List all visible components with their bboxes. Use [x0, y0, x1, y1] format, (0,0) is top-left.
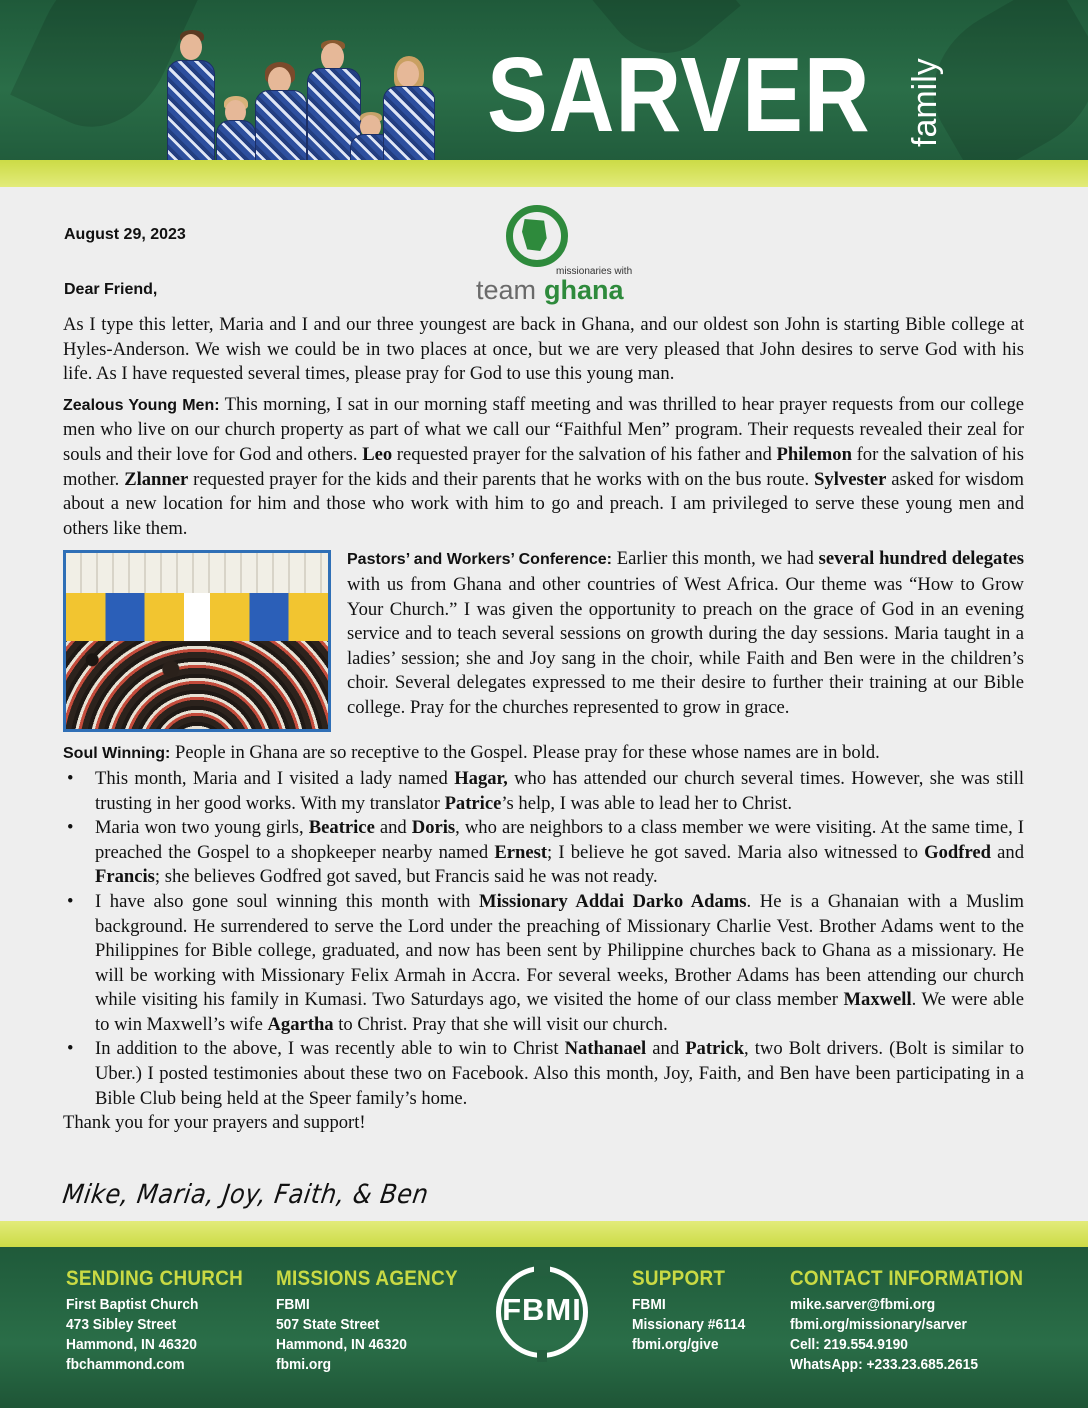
footer-heading: CONTACT INFORMATION	[790, 1267, 1024, 1290]
conference-paragraph	[347, 547, 1024, 720]
bullet-icon: •	[67, 817, 74, 839]
support-block	[632, 1267, 751, 1355]
text: People in Ghana are so receptive to the Gospel. Please pray for these whose names are in bold.	[170, 742, 880, 764]
header-stripe	[0, 160, 1088, 187]
text: Earlier this month, we had	[611, 548, 819, 570]
bullet-icon: •	[67, 890, 74, 912]
list-item: • Maria won two young girls, Beatrice and Doris, who are neighbors to a class member we were visiting. At the same time, I preached the Gospel to a shopkeeper nearby named Ernest; I believe he got saved. Maria also witnessed to Godfred and Francis; she believes Godfred got saved, but Francis said he was not ready.	[67, 817, 1024, 888]
letter-body	[63, 313, 1024, 1136]
conference-section	[63, 547, 1024, 741]
footer-line: 473 Sibley Street	[66, 1317, 177, 1333]
text: requested prayer for the kids and their parents that he works with on the bus route.	[188, 468, 815, 490]
soul-winning-paragraph	[63, 741, 1024, 767]
page-subtitle: family	[906, 58, 944, 147]
footer	[0, 1247, 1088, 1408]
logo-ghana: ghana	[544, 275, 624, 305]
footer-line: FBMI	[276, 1297, 310, 1313]
contact-block	[790, 1267, 1049, 1375]
footer-link[interactable]: fbchammond.com	[66, 1357, 185, 1373]
zealous-paragraph	[63, 393, 1024, 542]
bullet-icon: •	[67, 767, 74, 789]
footer-line: 507 State Street	[276, 1317, 380, 1333]
footer-link[interactable]: fbmi.org/missionary/sarver	[790, 1317, 967, 1333]
section-heading: Zealous Young Men:	[63, 396, 220, 414]
list-item: • I have also gone soul winning this month with Missionary Addai Darko Adams. He is a Ghanaian with a Muslim background. He surrendered to serve the Lord under the preaching of Missionary Charlie Vest. Brother Adams went to the Philippines for Bible college, graduated, and now has been sent by Philippine churches back to Ghana as a missionary. He will be working with Missionary Felix Armah in Accra. For several weeks, Brother Adams has been attending our church while visiting his family in Kumasi. Two Saturdays ago, we visited the home of our class member Maxwell. We were able to win Maxwell’s wife Agartha to Christ. Pray that she will visit our church.	[67, 890, 1025, 1035]
section-heading: Soul Winning:	[63, 745, 171, 763]
bold-text: several hundred delegates	[818, 548, 1024, 570]
footer-line: First Baptist Church	[66, 1297, 199, 1313]
footer-line: Hammond, IN 46320	[66, 1337, 197, 1353]
text: with us from Ghana and other countries of West Africa. Our theme was “How to Grow Your Church.” I was given the opportunity to preach on the grace of God in an evening service and to teach several sessions on growth during the day sessions. Maria taught in a ladies’ session; she and Joy sang in the choir, while Faith and Ben were in the children’s choir. Several delegates expressed to me their desire to further their training at our Bible college. Pray for the churches represented to grow in grace.	[347, 573, 1024, 718]
soul-winning-list	[63, 767, 1024, 1111]
fbmi-logo-text: FBMI	[502, 1292, 582, 1327]
text: requested prayer for the salvation of his father and	[392, 443, 777, 465]
footer-stripe	[0, 1221, 1088, 1247]
bullet-icon: •	[67, 1038, 74, 1060]
footer-line: Missionary #6114	[632, 1317, 746, 1333]
family-photo	[165, 20, 440, 162]
section-heading: Pastors’ and Workers’ Conference:	[347, 551, 612, 569]
footer-line: WhatsApp: +233.23.685.2615	[790, 1357, 978, 1373]
footer-heading: SENDING CHURCH	[66, 1267, 244, 1290]
footer-heading: MISSIONS AGENCY	[276, 1267, 458, 1290]
footer-link[interactable]: fbmi.org/give	[632, 1337, 719, 1353]
page-title: SARVER	[487, 36, 871, 154]
text: for the salvation of his mother.	[63, 443, 1024, 490]
prayer-name: Leo	[362, 443, 393, 465]
missions-agency-block	[276, 1267, 478, 1375]
letter-date: August 29, 2023	[64, 226, 186, 243]
list-item: • In addition to the above, I was recently able to win to Christ Nathanael and Patrick, two Bolt drivers. (Bolt is similar to Uber.) I posted testimonies about these two on Facebook. Also this month, Joy, Faith, and Ben have been participating in a Bible Club being held at the Speer family’s home.	[67, 1038, 1025, 1109]
footer-link[interactable]: fbmi.org	[276, 1357, 332, 1373]
signature: Mike, Maria, Joy, Faith, & Ben	[60, 1178, 431, 1210]
header-banner	[0, 0, 1088, 162]
footer-line: Cell: 219.554.9190	[790, 1337, 908, 1353]
text: asked for wisdom about a new location for him and those who work with him to go and preach. I am privileged to serve these young men and others like them.	[63, 468, 1024, 539]
salutation: Dear Friend,	[64, 281, 158, 298]
email-link[interactable]: mike.sarver@fbmi.org	[790, 1297, 936, 1313]
prayer-name: Zlanner	[124, 468, 189, 490]
prayer-name: Philemon	[776, 443, 852, 465]
closing-line: Thank you for your prayers and support!	[63, 1112, 366, 1134]
text: This morning, I sat in our morning staff meeting and was thrilled to hear prayer requests from our college men who live on our church property as part of what we call our “Faithful Men” program. Their requests revealed their zeal for souls and their love for God and others.	[63, 393, 1024, 465]
footer-line: FBMI	[632, 1297, 666, 1313]
logo-tagline: missionaries with	[556, 266, 633, 277]
intro-paragraph: As I type this letter, Maria and I and our three youngest are back in Ghana, and our oldest son John is starting Bible college at Hyles-Anderson. We wish we could be in two places at once, but we are very pleased that John desires to serve God with his life. As I have requested several times, please pray for God to use this young man.	[63, 314, 1024, 385]
sending-church-block	[66, 1267, 263, 1375]
footer-line: Hammond, IN 46320	[276, 1337, 407, 1353]
team-ghana-logo	[474, 203, 633, 305]
footer-heading: SUPPORT	[632, 1267, 726, 1290]
conference-photo	[63, 550, 331, 732]
list-item: • This month, Maria and I visited a lady named Hagar, who has attended our church several times. However, she was still trusting in her good works. With my translator Patrice’s help, I was able to lead her to Christ.	[67, 767, 1024, 814]
fbmi-logo	[492, 1260, 592, 1362]
logo-team: team	[476, 275, 537, 305]
prayer-name: Sylvester	[814, 468, 887, 490]
